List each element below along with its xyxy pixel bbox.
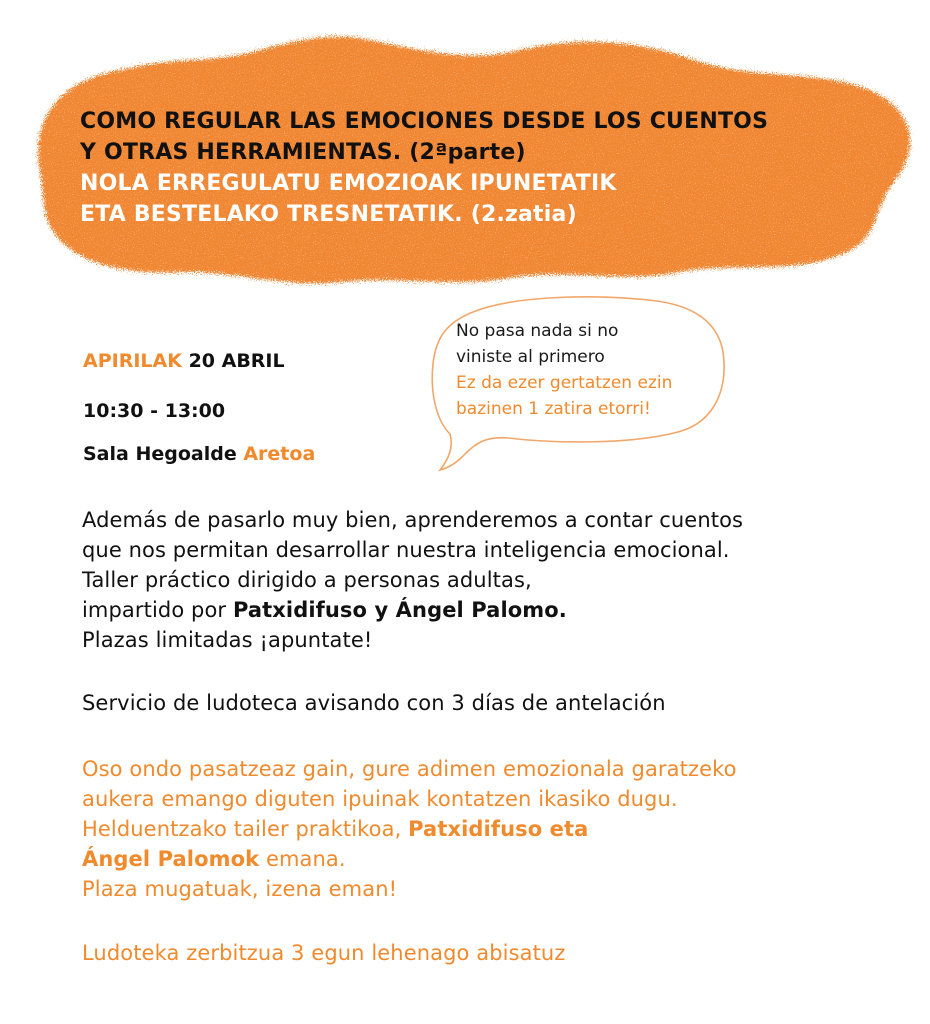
bubble-es-line-2: viniste al primero bbox=[456, 347, 605, 367]
title-es-line-1: COMO REGULAR LAS EMOCIONES DESDE LOS CUENTOS bbox=[80, 109, 769, 134]
ludoteca-es bbox=[82, 688, 912, 718]
description-es-line-3: Taller práctico dirigido a personas adultas, bbox=[82, 568, 532, 592]
bubble-eu-line-1: Ez da ezer gertatzen ezin bbox=[456, 373, 673, 393]
description-es bbox=[82, 505, 912, 655]
ludoteca-eu bbox=[82, 938, 912, 968]
event-title bbox=[80, 106, 900, 230]
description-eu bbox=[82, 754, 912, 904]
title-eu-line-1: NOLA ERREGULATU EMOZIOAK IPUNETATIK bbox=[80, 171, 617, 196]
place-es: Sala Hegoalde bbox=[83, 443, 237, 465]
description-eu-line-2: aukera emango diguten ipuinak kontatzen ikasiko dugu. bbox=[82, 787, 678, 811]
description-eu-line-1: Oso ondo pasatzeaz gain, gure adimen emozionala garatzeko bbox=[82, 757, 737, 781]
description-eu-line-5: Plaza mugatuak, izena eman! bbox=[82, 877, 398, 901]
instructors-eu-part-1: Patxidifuso eta bbox=[408, 817, 589, 841]
description-eu-line-3-prefix: Helduentzako tailer praktikoa, bbox=[82, 817, 409, 841]
bubble-es-line-1: No pasa nada si no bbox=[456, 321, 619, 341]
date-eu: APIRILAK bbox=[83, 350, 182, 372]
description-es-line-4 bbox=[82, 595, 912, 625]
instructors-eu-part-2: Ángel Palomok bbox=[82, 847, 260, 871]
ludoteca-eu-text: Ludoteka zerbitzua 3 egun lehenago abisatuz bbox=[82, 941, 566, 965]
description-es-line-5: Plazas limitadas ¡apuntate! bbox=[82, 628, 373, 652]
place-eu: Aretoa bbox=[243, 443, 316, 465]
bubble-eu-line-2: bazinen 1 zatira etorri! bbox=[456, 399, 651, 419]
description-eu-line-3 bbox=[82, 814, 912, 844]
description-es-line-4-prefix: impartido por bbox=[82, 598, 233, 622]
ludoteca-es-text: Servicio de ludoteca avisando con 3 días de antelación bbox=[82, 691, 666, 715]
title-eu-line-2: ETA BESTELAKO TRESNETATIK. (2.zatia) bbox=[80, 202, 577, 227]
description-es-line-1: Además de pasarlo muy bien, aprenderemos a contar cuentos bbox=[82, 508, 744, 532]
description-es-line-2: que nos permitan desarrollar nuestra inteligencia emocional. bbox=[82, 538, 730, 562]
event-time: 10:30 - 13:00 bbox=[83, 400, 226, 422]
title-es-line-2: Y OTRAS HERRAMIENTAS. (2ªparte) bbox=[80, 140, 526, 165]
speech-bubble-text bbox=[456, 318, 726, 422]
instructors-es: Patxidifuso y Ángel Palomo. bbox=[232, 598, 567, 622]
event-date bbox=[83, 350, 285, 372]
event-place bbox=[83, 443, 315, 465]
date-es: 20 ABRIL bbox=[188, 350, 285, 372]
description-eu-line-4 bbox=[82, 844, 912, 874]
description-eu-line-4-suffix: emana. bbox=[259, 847, 346, 871]
